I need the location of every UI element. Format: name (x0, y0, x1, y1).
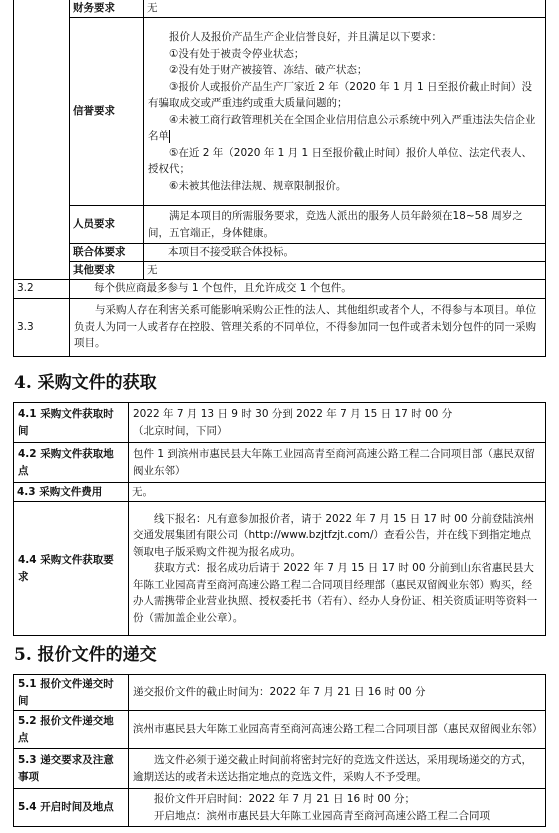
row-value (129, 502, 546, 636)
row-5-1 (14, 675, 546, 711)
finance-value: 无 (144, 0, 546, 18)
clause-row-3-3 (14, 298, 546, 356)
credit-label: 信誉要求 (70, 18, 144, 206)
value-line: 线下报名：凡有意参加报价者，请于 2022 年 7 月 15 日 17 时 00 分前登陆滨州交通发展集团有限公司（http://www.bzjtfzjt.com/）查看公告，并在线下到指定地点领取电子版采购文件视为报名成功。 (133, 512, 534, 558)
row-label: 4.4 采购文件获取要求 (14, 502, 129, 636)
row-label: 5.3 递交要求及注意事项 (14, 749, 129, 789)
procurement-docs-table (13, 402, 546, 636)
credit-line: ⑥未被其他法律法规、规章限制报价。 (169, 179, 347, 192)
row-value: 滨州市惠民县大年陈工业园高青至商河高速公路工程二合同项目部（惠民双留阀业东邻） (129, 711, 546, 749)
section-4-heading: 4. 采购文件的获取 (14, 373, 157, 393)
finance-label: 财务要求 (70, 0, 144, 18)
credit-line (148, 112, 541, 145)
row-5-4 (14, 789, 546, 827)
row-5-2 (14, 711, 546, 749)
row-value: 包件 1 到滨州市惠民县大年陈工业园高青至商河高速公路工程二合同项目部（惠民双留阀业东邻） (129, 443, 546, 483)
credit-line-text: ④未被工商行政管理机关在全国企业信用信息公示系统中列入严重违法失信企业名单 (148, 113, 536, 142)
row-value: 无。 (129, 483, 546, 502)
value-line: 2022 年 7 月 13 日 9 时 30 分到 2022 年 7 月 15 日 17 时 00 分 (133, 408, 453, 420)
clause-number: 3.3 (14, 298, 70, 356)
consortium-row (14, 244, 546, 262)
other-value: 无 (144, 262, 546, 280)
row-4-4 (14, 502, 546, 636)
row-label: 4.3 采购文件费用 (14, 483, 129, 502)
section-5-heading: 5. 报价文件的递交 (14, 645, 157, 665)
credit-line: ③报价人或报价产品生产厂家近 2 年（2020 年 1 月 1 日至报价截止时间）没有骗取成交或严重违约或重大质量问题的； (148, 80, 533, 109)
row-4-3 (14, 483, 546, 502)
credit-line: ①没有处于被责令停业状态； (169, 47, 305, 60)
value-line: 报价文件开启时间：2022 年 7 月 21 日 16 时 00 分； (154, 793, 416, 805)
clause-row-3-2 (14, 279, 546, 298)
credit-line: ②没有处于财产被接管、冻结、破产状态； (169, 64, 368, 76)
clause-number: 3.2 (14, 279, 70, 298)
submission-table (13, 674, 546, 827)
credit-row (14, 18, 546, 206)
consortium-value: 本项目不接受联合体投标。 (144, 244, 546, 262)
personnel-row (14, 206, 546, 244)
row-value: 递交报价文件的截止时间为：2022 年 7 月 21 日 16 时 00 分 (129, 675, 546, 711)
other-label: 其他要求 (70, 262, 144, 280)
personnel-label: 人员要求 (70, 206, 144, 244)
other-row (14, 262, 546, 280)
personnel-value: 满足本项目的所需服务要求，竞选人派出的服务人员年龄须在18~58 周岁之间，五官端正，身体健康。 (144, 206, 546, 244)
row-4-1 (14, 403, 546, 443)
finance-row (14, 0, 546, 18)
row-value: 选文件必须于递交截止时间前将密封完好的竞选文件送达，采用现场递交的方式，逾期送达的或者未送达指定地点的竞选文件，采购人不予受理。 (129, 749, 546, 789)
credit-line: ⑤在近 2 年（2020 年 1 月 1 日至报价截止时间）报价人单位、法定代表人、授权代； (148, 146, 533, 175)
value-line: 获取方式：报名成功后请于 2022 年 7 月 15 日 17 时 00 分前到山东省惠民县大年陈工业园高青至商河高速公路工程二合同项目经理部（惠民双留阀业东邻）购买，经办人需携带企业营业执照、授权委托书（若有）、经办人身份证、相关资质证明等资料一份（需加盖企业公章）。 (133, 562, 538, 624)
row-label: 4.2 采购文件获取地点 (14, 443, 129, 483)
row-value (129, 403, 546, 443)
qualification-table (13, 0, 546, 357)
row-5-3 (14, 749, 546, 789)
value-line: （北京时间，下同） (133, 424, 228, 437)
blank-cell (14, 0, 70, 279)
row-label: 5.2 报价文件递交地点 (14, 711, 129, 749)
clause-text: 与采购人存在利害关系可能影响采购公正性的法人、其他组织或者个人，不得参与本项目。单位负责人为同一人或者存在控股、管理关系的不同单位，不得参加同一包件或者未划分包件的同一采购项目。 (70, 298, 546, 356)
credit-line: 报价人及报价产品生产企业信誉良好，并且满足以下要求： (169, 31, 442, 43)
text-cursor (169, 130, 170, 143)
clause-text: 每个供应商最多参与 1 个包件，且允许成交 1 个包件。 (70, 279, 546, 298)
row-value (129, 789, 546, 827)
row-label: 4.1 采购文件获取时间 (14, 403, 129, 443)
credit-value (144, 18, 546, 206)
row-label: 5.4 开启时间及地点 (14, 789, 129, 827)
row-4-2 (14, 443, 546, 483)
value-line: 开启地点：滨州市惠民县大年陈工业园高青至商河高速公路工程二合同项 (154, 809, 490, 822)
consortium-label: 联合体要求 (70, 244, 144, 262)
row-label: 5.1 报价文件递交时间 (14, 675, 129, 711)
